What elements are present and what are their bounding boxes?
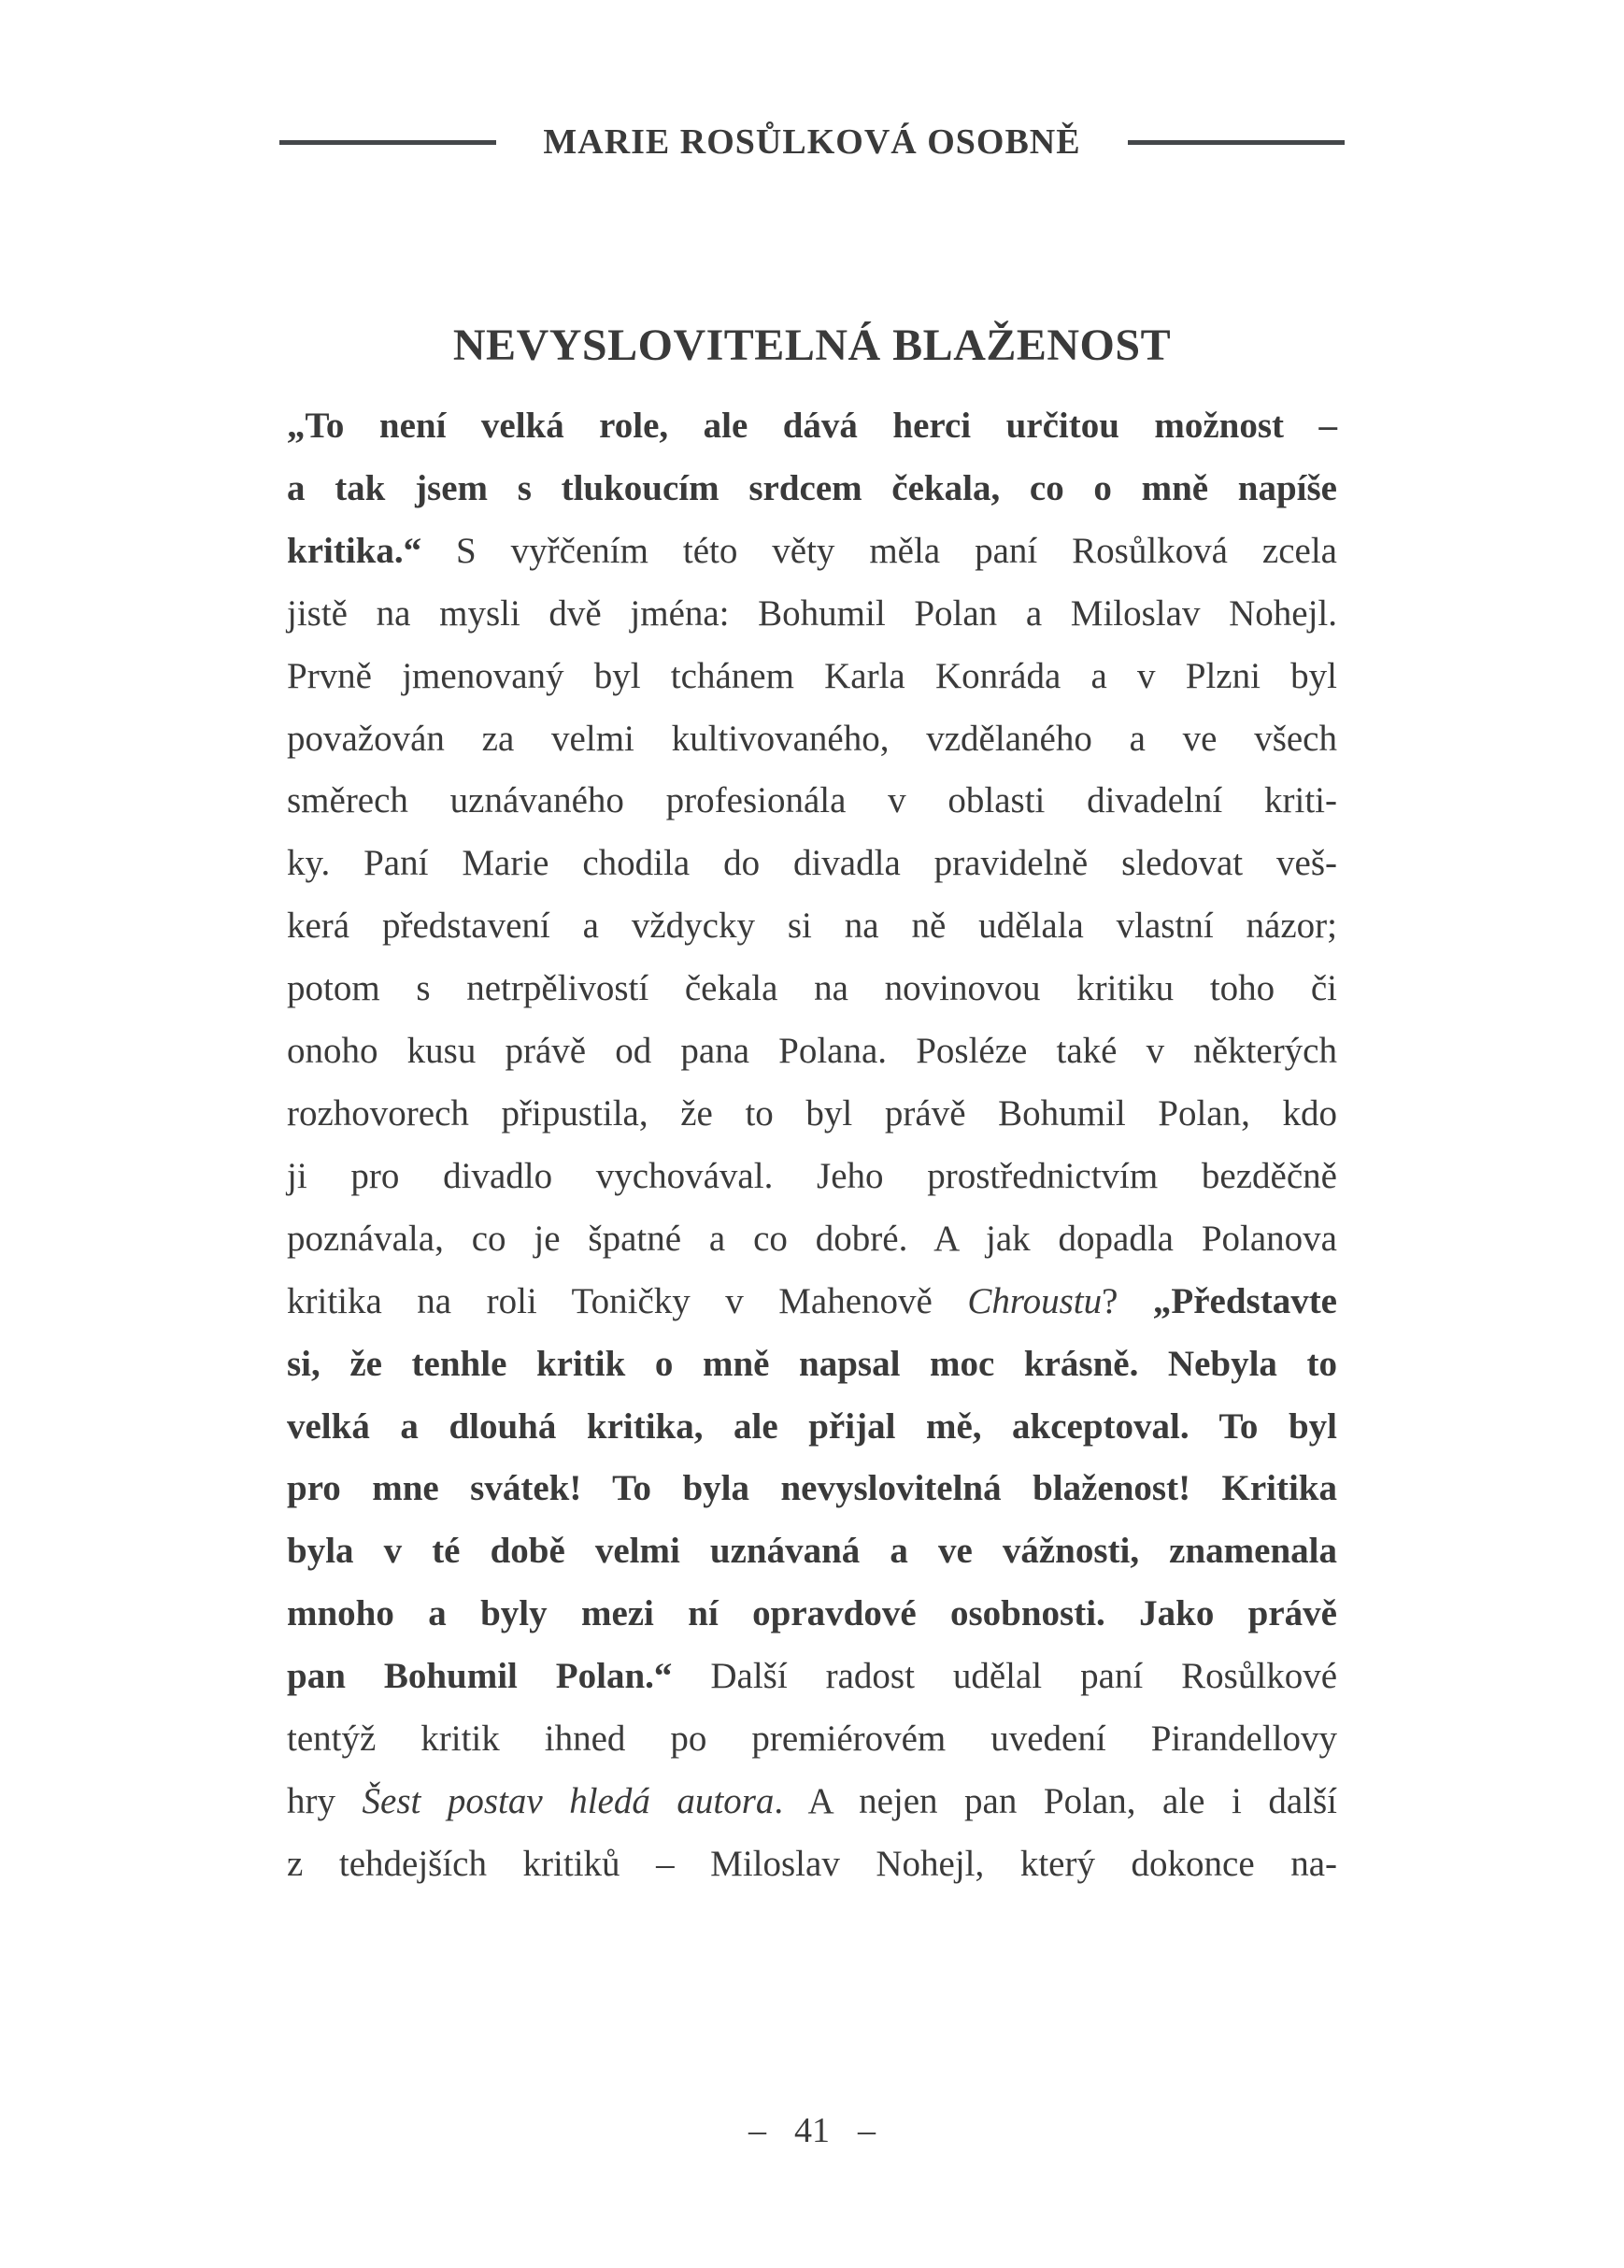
text-run-bold: pro mne svátek! To byla nevyslovitelná blaženost! Kritika [287, 1468, 1337, 1509]
running-head-title: MARIE ROSŮLKOVÁ OSOBNĚ [543, 122, 1081, 162]
page-number-value: 41 [794, 2111, 830, 2150]
chapter-title: NEVYSLOVITELNÁ BLAŽENOST [452, 321, 1172, 370]
page-number-dash-left: – [748, 2111, 766, 2150]
text-line [287, 708, 1337, 771]
text-run-regular: považován za velmi kultivovaného, vzdělaného a ve všech [287, 718, 1337, 759]
text-run-bold: si, že tenhle kritik o mně napsal moc krásně. Nebyla to [287, 1343, 1337, 1384]
text-line [287, 1083, 1337, 1146]
text-line [287, 770, 1337, 833]
text-run-regular: poznávala, co je špatné a co dobré. A jak dopadla Polanova [287, 1218, 1337, 1259]
page-number-dash-right: – [858, 2111, 876, 2150]
text-run-italic: Šest postav hledá autora [362, 1780, 775, 1821]
text-run-regular: ky. Paní Marie chodila do divadla pravidelně sledovat veš- [287, 843, 1337, 884]
text-line [287, 958, 1337, 1020]
text-line [287, 646, 1337, 708]
text-line [287, 895, 1337, 958]
text-run-bold: „Představte [1152, 1280, 1337, 1321]
text-line [287, 1646, 1337, 1708]
text-run-regular: směrech uznávaného profesionála v oblasti divadelní kriti- [287, 780, 1337, 821]
text-line [287, 1271, 1337, 1334]
text-run-regular: onoho kusu právě od pana Polana. Posléze také v některých [287, 1031, 1337, 1072]
text-run-bold: mnoho a byly mezi ní opravdové osobnosti. Jako právě [287, 1593, 1337, 1634]
text-line [287, 1458, 1337, 1520]
text-run-regular: z tehdejších kritiků – Miloslav Nohejl, který dokonce na- [287, 1843, 1337, 1884]
text-line [287, 1396, 1337, 1459]
text-line [287, 1020, 1337, 1083]
header-rule-left [279, 140, 496, 145]
page-number [0, 2110, 1624, 2151]
text-line [287, 1146, 1337, 1208]
text-run-bold: a tak jsem s tlukoucím srdcem čekala, co o mně napíše [287, 467, 1337, 508]
text-run-regular: tentýž kritik ihned po premiérovém uvedení Pirandellovy [287, 1719, 1337, 1760]
text-run-bold: byla v té době velmi uznávaná a ve vážnosti, znamenala [287, 1531, 1337, 1572]
text-run-regular: S vyřčením této věty měla paní Rosůlková zcela [456, 530, 1337, 571]
text-run-regular: Prvně jmenovaný byl tchánem Karla Konráda a v Plzni byl [287, 655, 1337, 696]
text-run-regular: kerá představení a vždycky si na ně udělala vlastní názor; [287, 906, 1337, 947]
text-run-regular: Další radost udělal paní Rosůlkové [710, 1656, 1337, 1697]
running-head [0, 121, 1624, 163]
text-line [287, 395, 1337, 458]
text-line [287, 1208, 1337, 1271]
text-run-bold: „To není velká role, ale dává herci určitou možnost – [287, 406, 1337, 446]
text-run-bold: kritika.“ [287, 530, 457, 571]
text-run-regular: ? [1102, 1280, 1153, 1321]
text-line [287, 458, 1337, 521]
body-text [287, 395, 1337, 1896]
text-line [287, 1520, 1337, 1583]
text-run-regular: potom s netrpělivostí čekala na novinovou kritiku toho či [287, 968, 1337, 1009]
text-line [287, 583, 1337, 646]
text-line [287, 833, 1337, 895]
text-run-regular: ji pro divadlo vychovával. Jeho prostřednictvím bezděčně [287, 1155, 1337, 1196]
text-run-bold: velká a dlouhá kritika, ale přijal mě, akceptoval. To byl [287, 1405, 1337, 1447]
text-line [287, 1833, 1337, 1896]
text-line [287, 1334, 1337, 1396]
text-run-regular: kritika na roli Toničky v Mahenově [287, 1280, 968, 1321]
text-run-regular: jistě na mysli dvě jména: Bohumil Polan a Miloslav Nohejl. [287, 592, 1337, 634]
text-run-regular: . A nejen pan Polan, ale i další [774, 1780, 1337, 1821]
text-run-italic: Chroustu [967, 1280, 1103, 1321]
text-run-regular: hry [287, 1780, 363, 1821]
text-line [287, 1583, 1337, 1646]
text-run-regular: rozhovorech připustila, že to byl právě Bohumil Polan, kdo [287, 1092, 1337, 1134]
text-line [287, 1708, 1337, 1771]
text-line [287, 1771, 1337, 1833]
text-run-bold: pan Bohumil Polan.“ [287, 1656, 711, 1697]
header-rule-right [1128, 140, 1345, 145]
text-line [287, 521, 1337, 583]
